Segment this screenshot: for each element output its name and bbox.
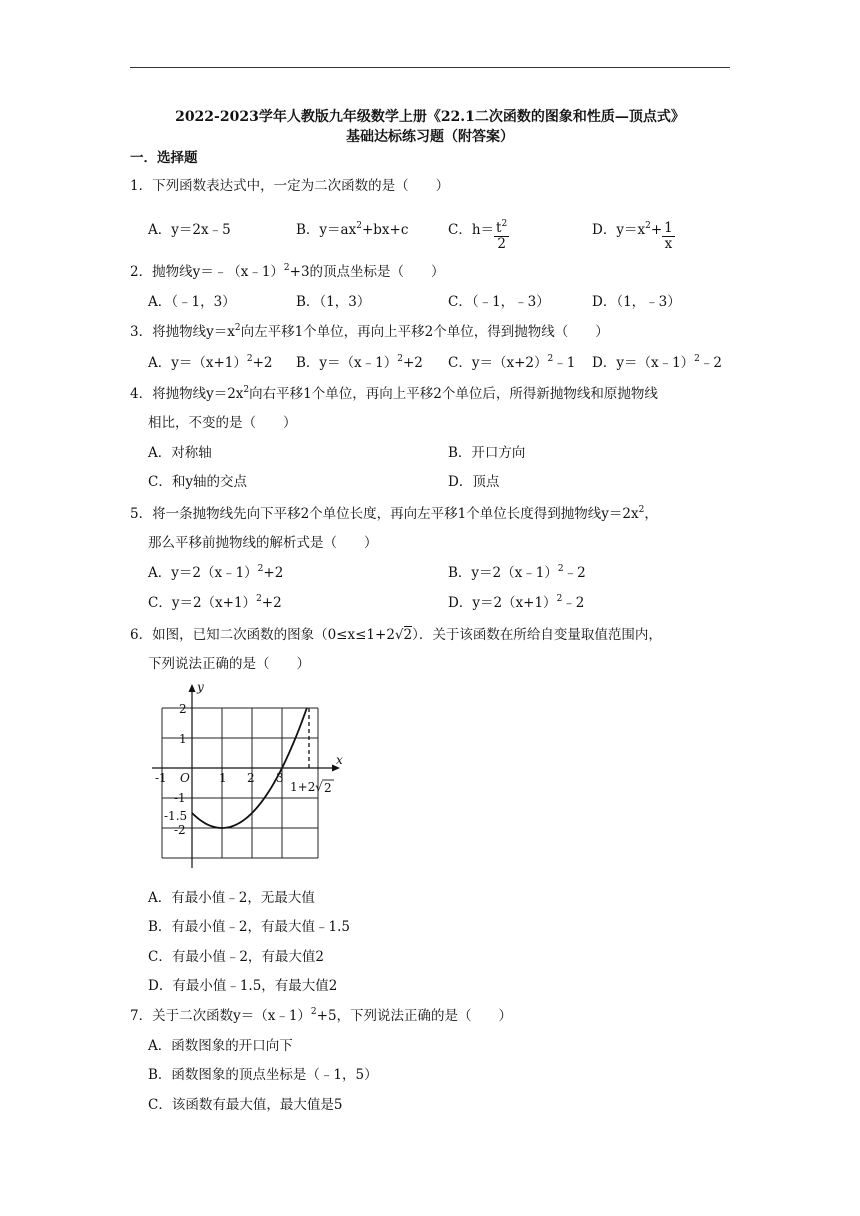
- fraction: $\frac{1}{x}$: [664, 220, 673, 252]
- x-tick-label: 1: [219, 771, 227, 785]
- domain-end-root: 2: [324, 781, 332, 795]
- y-axis-label: y: [197, 680, 204, 694]
- question-7-stem: 7．关于二次函数y＝（x﹣1）$^2$+5，下列说法正确的是（ ）: [130, 1007, 513, 1024]
- origin-label: O: [180, 771, 190, 785]
- q7-option-b: B．函数图象的顶点坐标是（﹣1，5）: [148, 1067, 378, 1083]
- fraction: $\frac{t^2}{2}$: [496, 219, 508, 252]
- q4-option-c: C．和y轴的交点: [148, 474, 247, 490]
- q4-option-b: B．开口方向: [448, 445, 526, 461]
- q1-option-a: A．y＝2x﹣5: [148, 222, 231, 238]
- q6-option-b: B．有最小值﹣2，有最大值﹣1.5: [148, 919, 350, 935]
- y-tick-label: -1: [174, 791, 186, 805]
- page-subtitle: 基础达标练习题（附答案）: [346, 129, 514, 145]
- q3-option-a: A．$y=(x+1)^2+2$: [148, 354, 273, 371]
- page-title: 2022-2023学年人教版九年级数学上册《22.1二次函数的图象和性质—顶点式》: [175, 109, 685, 125]
- q3-option-c: C．$y=(x+2)^2﹣1$: [448, 354, 576, 371]
- q4-option-d: D．顶点: [448, 474, 500, 490]
- q3-option-d: D．y＝（x﹣1）$^2$﹣2: [592, 354, 722, 371]
- q2-option-c: C．（﹣1，﹣3）: [448, 294, 550, 310]
- header-rule: [130, 67, 730, 68]
- q6-option-c: C．有最小值﹣2，有最大值2: [148, 949, 325, 965]
- parabola-graph: [150, 678, 350, 873]
- question-6-stem: 6．如图，已知二次函数的图象（0≤x≤1+2√2）．关于该函数在所给自变量取值范围内，: [130, 627, 662, 643]
- question-4-stem-cont: 相比，不变的是（ ）: [148, 415, 297, 431]
- q1-option-b: B．$y=ax^2+bx+c$: [296, 221, 409, 238]
- y-tick-label: -1.5: [164, 809, 188, 823]
- q7-option-a: A．函数图象的开口向下: [148, 1038, 293, 1054]
- q3-option-b: B．y＝（x﹣1）$^2$+2: [296, 354, 423, 371]
- question-5-stem: 5．将一条抛物线先向下平移2个单位长度，再向左平移1个单位长度得到抛物线$y=2x^2$，: [130, 505, 658, 522]
- q1-option-d: D．$y=x^2+$ $\frac{1}{x}$: [592, 220, 673, 252]
- sqrt-symbol: √: [315, 780, 323, 794]
- question-3-stem: 3．将抛物线$y=x^2$向左平移1个单位，再向上平移2个单位，得到抛物线（ ）: [130, 323, 609, 340]
- section-heading: 一．选择题: [130, 150, 198, 166]
- y-tick-label: 2: [179, 702, 187, 716]
- q7-option-c: C．该函数有最大值，最大值是5: [148, 1097, 343, 1113]
- q1-option-c: C．h＝ $\frac{t^2}{2}$: [448, 219, 508, 252]
- q5-option-d: D．$y=2(x+1)^2﹣2$: [448, 594, 585, 611]
- x-tick-label: 3: [276, 771, 284, 785]
- q5-option-b: B．y＝2（x﹣1）$^2$﹣2: [448, 564, 586, 581]
- x-tick-label: -1: [155, 771, 167, 785]
- question-6-stem-cont: 下列说法正确的是（ ）: [148, 656, 310, 672]
- question-2-stem: 2．抛物线y＝﹣（x﹣1）$^2$+3的顶点坐标是（ ）: [130, 263, 445, 280]
- q6-option-d: D．有最小值﹣1.5，有最大值2: [148, 978, 338, 994]
- question-1-stem: 1．下列函数表达式中，一定为二次函数的是（ ）: [130, 178, 450, 194]
- y-axis-arrow: [189, 684, 196, 692]
- q2-option-a: A．（﹣1，3）: [148, 294, 236, 310]
- x-axis-label: x: [336, 753, 343, 767]
- sqrt-symbol: √: [394, 627, 404, 643]
- question-4-stem: 4．将抛物线$y=2x^2$向右平移1个单位，再向上平移2个单位后，所得新抛物线和原抛物线: [130, 385, 658, 402]
- x-tick-label: 2: [247, 771, 255, 785]
- q6-option-a: A．有最小值﹣2，无最大值: [148, 890, 315, 906]
- y-tick-label: 1: [179, 732, 187, 746]
- q5-option-a: A．y＝2（x﹣1）$^2$+2: [148, 564, 284, 581]
- q2-option-d: D．（1，﹣3）: [592, 294, 681, 310]
- question-5-stem-cont: 那么平移前抛物线的解析式是（ ）: [148, 535, 378, 551]
- y-tick-label: -2: [174, 823, 186, 837]
- q2-option-b: B．（1，3）: [296, 294, 371, 310]
- q5-option-c: C．$y=2(x+1)^2+2$: [148, 594, 282, 611]
- q4-option-a: A．对称轴: [148, 445, 212, 461]
- domain-end-label: 1+2: [290, 780, 316, 794]
